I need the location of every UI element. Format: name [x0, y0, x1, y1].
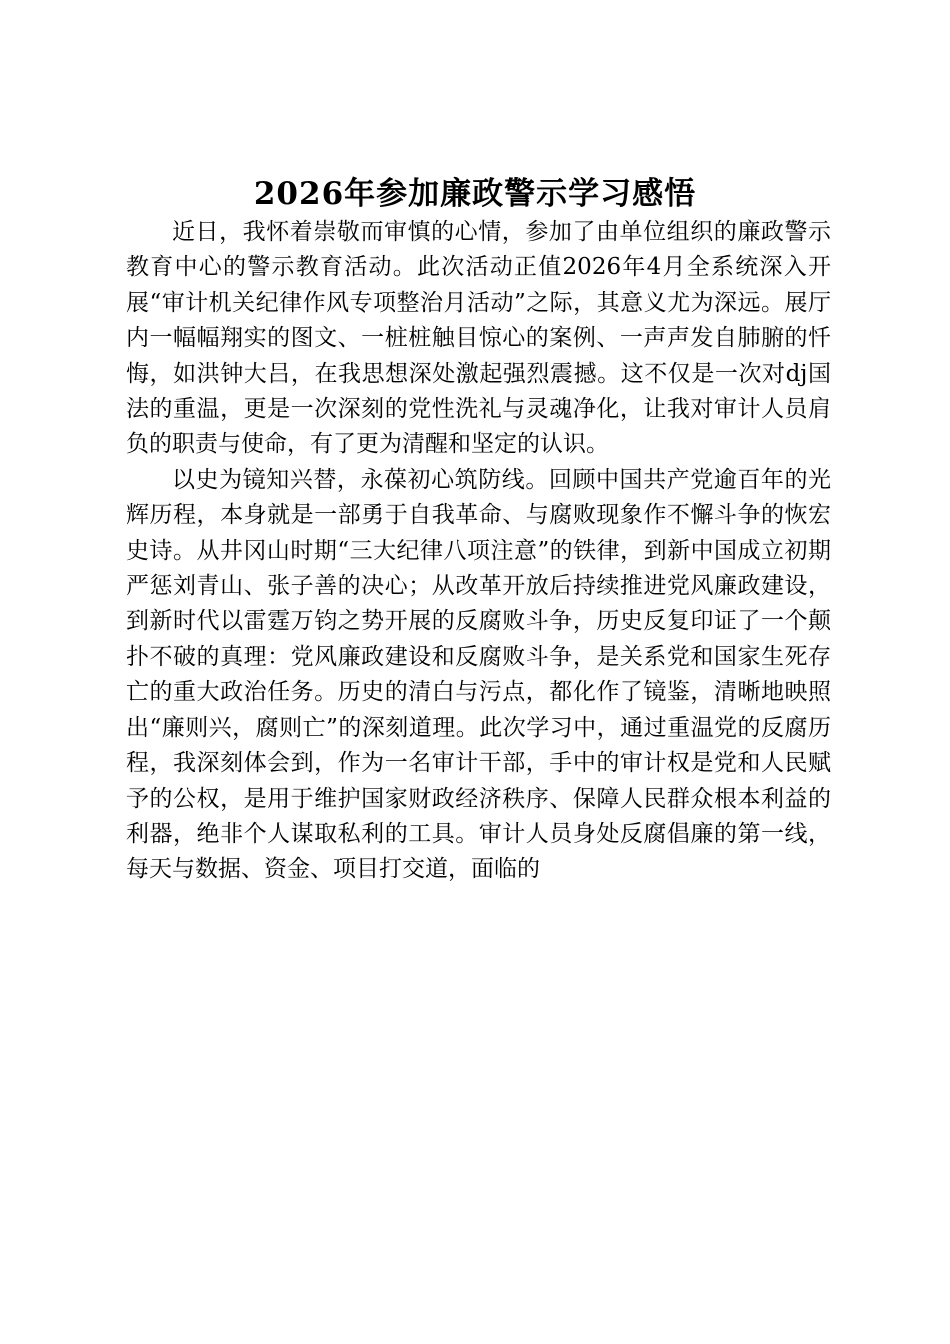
document-body	[126, 215, 831, 888]
document-title: 2026年参加廉政警示学习感悟	[253, 176, 697, 212]
body-paragraph-2: 以史为镜知兴替，永葆初心筑防线。回顾中国共产党逾百年的光辉历程，本身就是一部勇于自我革命、与腐败现象作不懈斗争的恢宏史诗。从井冈山时期“三大纪律八项注意”的铁律，到新中国成立初期严惩刘青山、张子善的决心；从改革开放后持续推进党风廉政建设，到新时代以雷霆万钧之势开展的反腐败斗争，历史反复印证了一个颠扑不破的真理：党风廉政建设和反腐败斗争，是关系党和国家生死存亡的重大政治任务。历史的清白与污点，都化作了镜鉴，清晰地映照出“廉则兴，腐则亡”的深刻道理。此次学习中，通过重温党的反腐历程，我深刻体会到，作为一名审计干部，手中的审计权是党和人民赋予的公权，是用于维护国家财政经济秩序、保障人民群众根本利益的利器，绝非个人谋取私利的工具。审计人员身处反腐倡廉的第一线，每天与数据、资金、项目打交道，面临的	[126, 466, 831, 883]
body-paragraph-1: 近日，我怀着崇敬而审慎的心情，参加了由单位组织的廉政警示教育中心的警示教育活动。此次活动正值2026年4月全系统深入开展“审计机关纪律作风专项整治月活动”之际，其意义尤为深远。展厅内一幅幅翔实的图文、一桩桩触目惊心的案例、一声声发自肺腑的忏悔，如洪钟大吕，在我思想深处激起强烈震撼。这不仅是一次对dj国法的重温，更是一次深刻的党性洗礼与灵魂净化，让我对审计人员肩负的职责与使命，有了更为清醒和坚定的认识。	[126, 219, 831, 458]
